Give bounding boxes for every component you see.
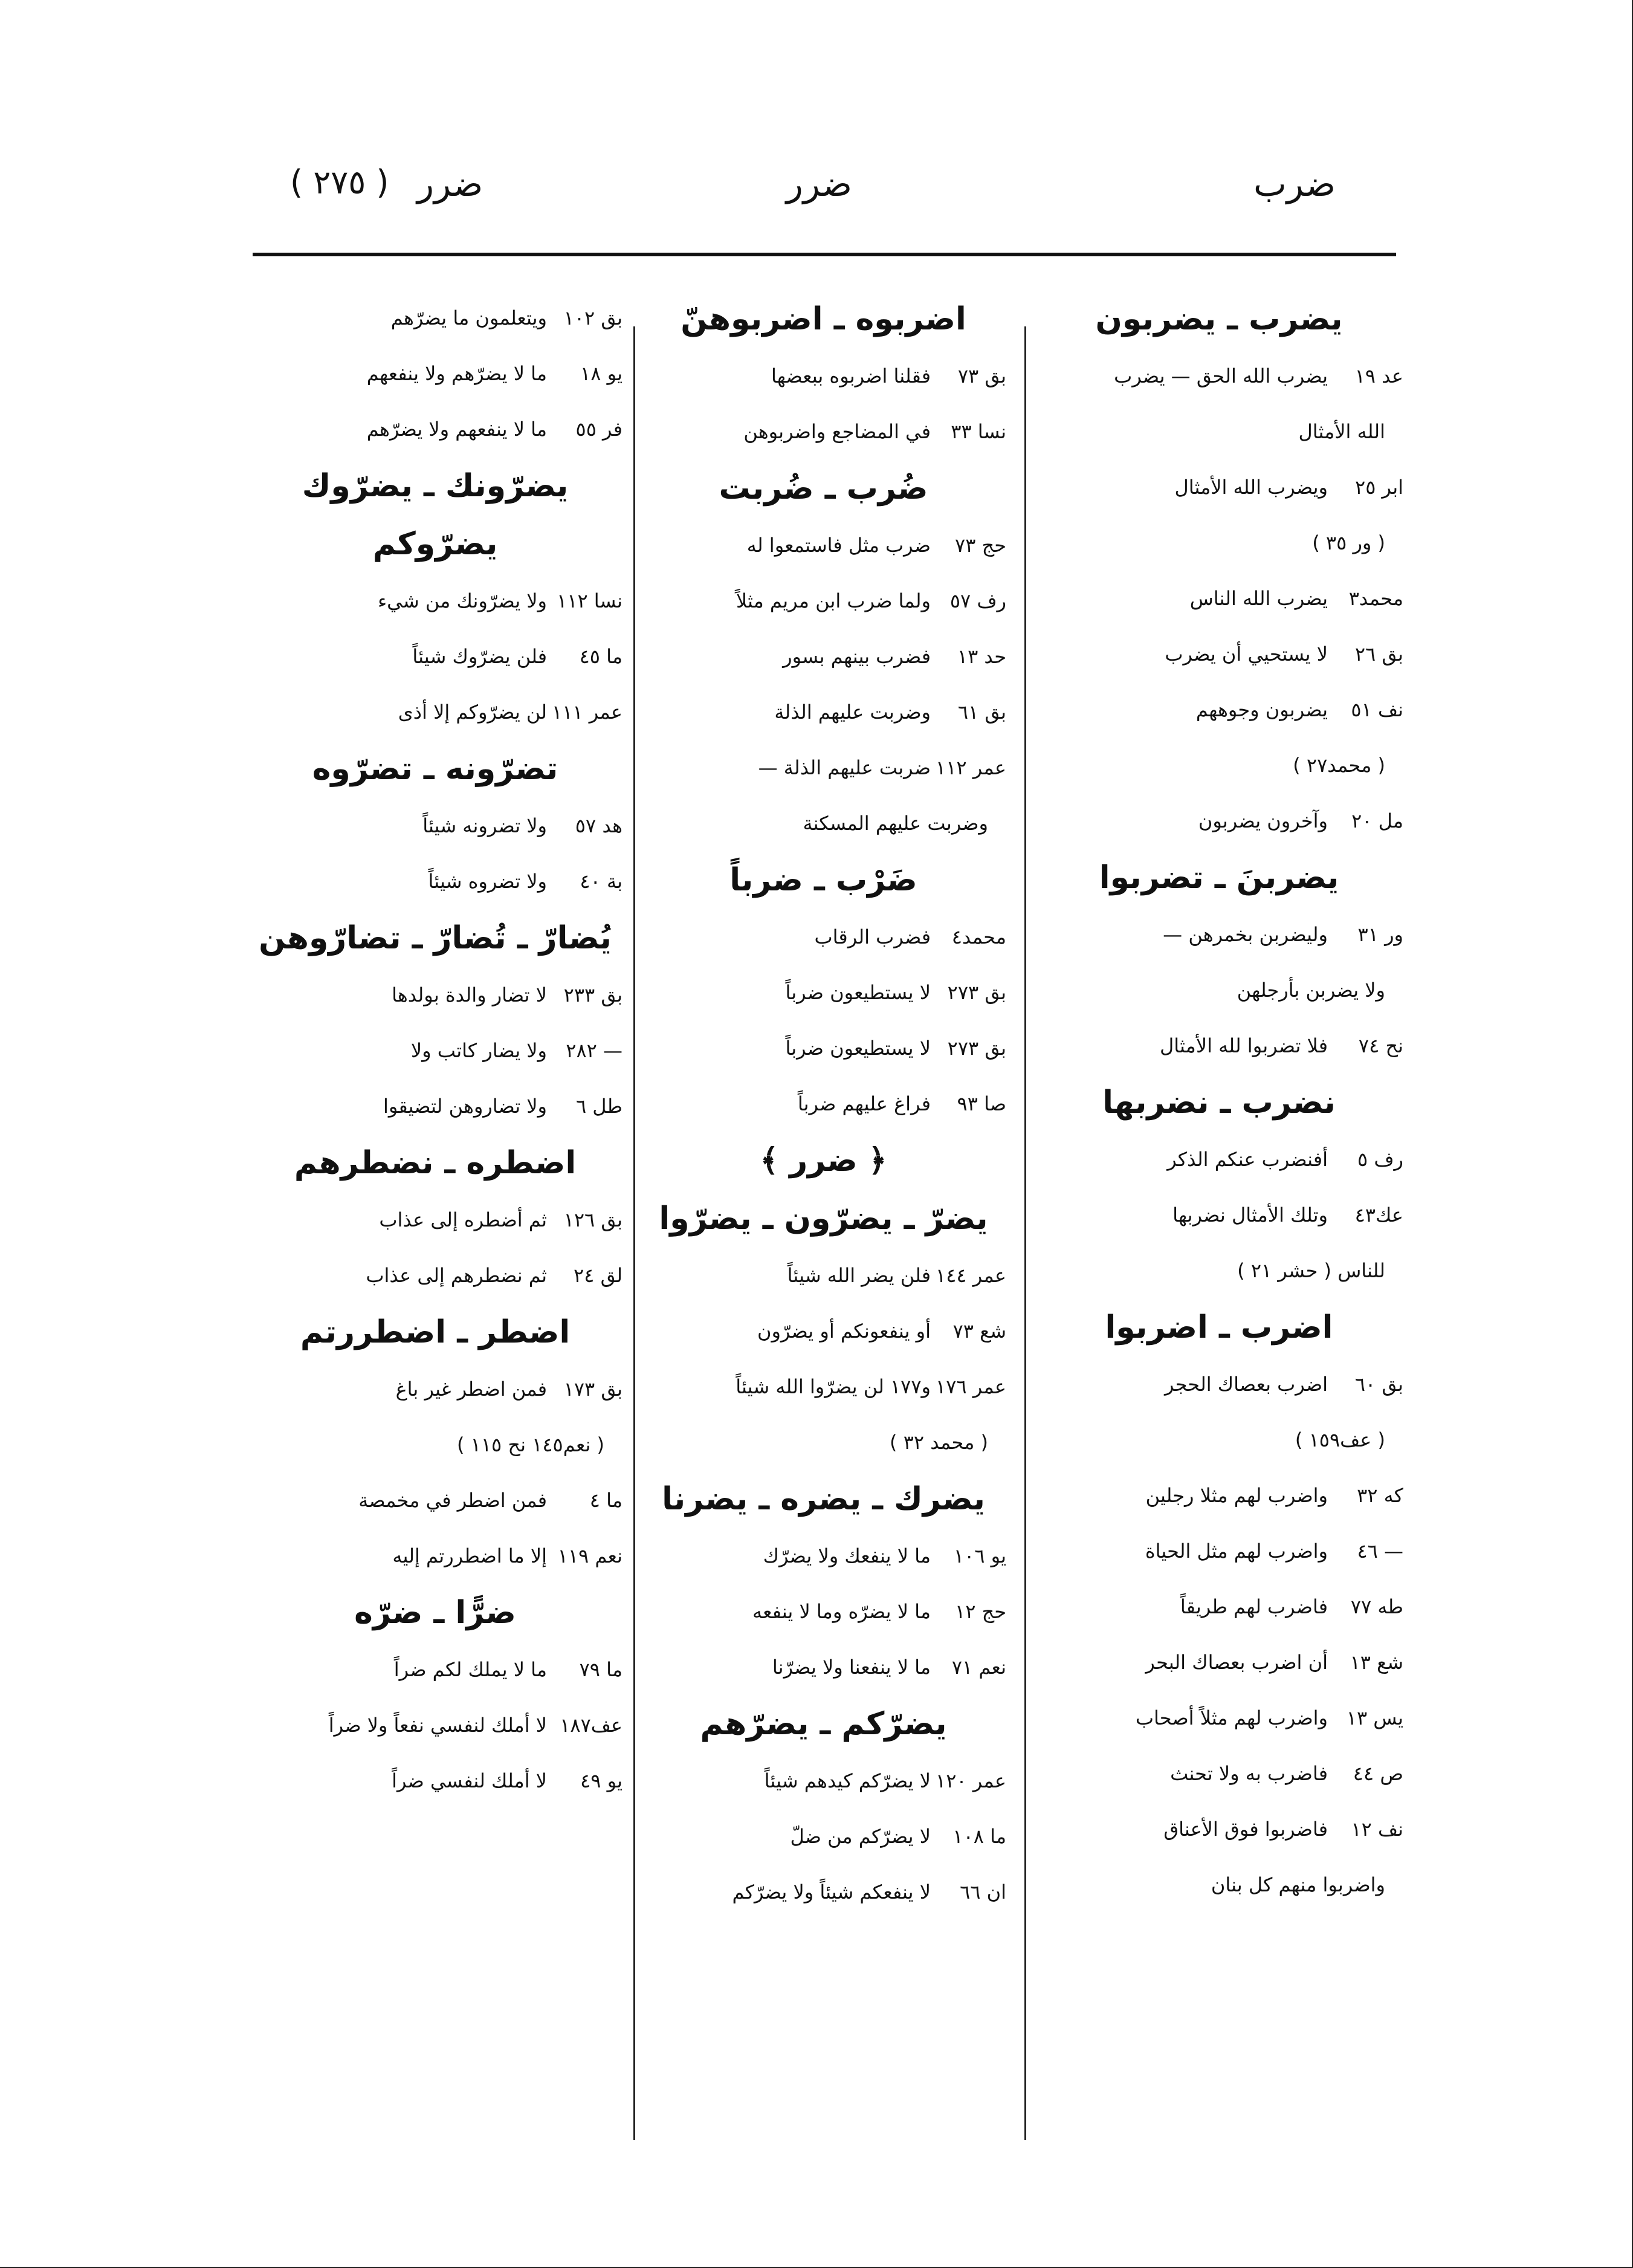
verse-entry [248, 1248, 622, 1303]
verse-entry [641, 684, 1006, 740]
verse-text: لا يضرّكم من ضلّ [790, 1825, 931, 1848]
verse-text: ما لا ينفعنا ولا يضرّنا [772, 1656, 931, 1679]
verse-text: ولا تضرونه شيئاً [422, 814, 547, 837]
verse-entry [1035, 1635, 1403, 1690]
verse-text: فلن يضرّوك شيئاً [412, 645, 547, 668]
header-rule [253, 253, 1396, 256]
verse-entry [248, 1192, 622, 1248]
verse-entry [1035, 682, 1403, 737]
verse-entry [248, 1361, 622, 1417]
entry-heading: ضَرْب ـ ضرباً [729, 862, 917, 898]
verse-text: لا ينفعكم شيئاً ولا يضرّكم [732, 1881, 931, 1904]
verse-entry [248, 346, 622, 401]
column-right [1035, 290, 1403, 1913]
entry-heading: اضرب ـ اضربوا [1105, 1309, 1333, 1346]
entry-continuation: ( محمد٢٧ ) [1293, 754, 1385, 777]
verse-text: ولا يضرّونك من شيء [378, 589, 547, 612]
entry-heading: ضرًّا ـ ضرّه [354, 1595, 516, 1631]
verse-text: فضرب الرقاب [814, 925, 931, 948]
verse-text: لا يستطيعون ضرباً [785, 1037, 931, 1060]
verse-entry [1035, 907, 1403, 962]
entry-continuation: ( عف١٥٩ ) [1295, 1428, 1385, 1451]
verse-reference: هد ٥٧ [575, 814, 622, 837]
entry-block [1035, 849, 1403, 1074]
verse-entry [641, 740, 1006, 795]
entry-heading: اضطره ـ نضطرهم [294, 1145, 577, 1181]
entry-block [641, 290, 1006, 459]
verse-reference: يو ١٠٦ [953, 1544, 1006, 1567]
verse-reference: بة ٤٠ [580, 870, 622, 893]
verse-text: إلا ما اضطررتم إليه [392, 1544, 547, 1567]
verse-reference: ان ٦٦ [960, 1881, 1006, 1904]
verse-text: فضرب بينهم بسور [783, 645, 931, 668]
verse-reference: نف ٥١ [1351, 698, 1403, 721]
verse-reference: ص ٤٤ [1353, 1762, 1403, 1785]
verse-text: ويضرب الله الأمثال [1174, 476, 1328, 499]
verse-entry [248, 1078, 622, 1134]
verse-reference: حج ١٢ [955, 1600, 1006, 1623]
verse-reference: شع ٧٣ [952, 1320, 1006, 1343]
verse-entry [641, 404, 1006, 459]
verse-text: فاضربوا فوق الأعناق [1163, 1818, 1328, 1841]
verse-reference: بق ٢٧٣ [947, 981, 1006, 1004]
entry-block [248, 290, 622, 457]
verse-text: و١٧٧ لن يضرّوا الله شيئاً [736, 1375, 931, 1398]
verse-entry [1035, 1132, 1403, 1187]
verse-reference: نعم ١١٩ [557, 1544, 622, 1567]
verse-text: فمن اضطر في مخمصة [358, 1489, 547, 1512]
entry-heading: تضرّونه ـ تضرّوه [312, 751, 558, 787]
verse-text: في المضاجع واضربوهن [743, 420, 931, 443]
verse-entry [641, 1303, 1006, 1359]
entry-block [248, 1134, 622, 1303]
header-left-word: ضرر [417, 163, 483, 204]
entry-heading: يضرّوكم [372, 526, 498, 562]
entry-continuation: الله الأمثال [1298, 420, 1385, 443]
entry-continuation: ( محمد ٣٢ ) [890, 1431, 988, 1454]
verse-entry [248, 1023, 622, 1078]
verse-reference: حد ١٣ [957, 645, 1006, 668]
verse-reference: صا ٩٣ [957, 1092, 1006, 1115]
verse-reference: بق ١٧٣ [563, 1378, 622, 1401]
entry-heading: يضرّونك ـ يضرّوك [302, 468, 569, 504]
entry-continuation: ولا يضربن بأرجلهن [1237, 979, 1385, 1002]
verse-entry [1035, 1523, 1403, 1579]
verse-entry [248, 684, 622, 740]
verse-entry [641, 1639, 1006, 1695]
verse-text: واضرب لهم مثلا رجلين [1145, 1484, 1328, 1507]
verse-entry [1035, 459, 1403, 515]
verse-reference: — ٢٨٢ [566, 1039, 622, 1062]
verse-reference: عمر ١٧٦ [936, 1375, 1006, 1398]
entry-block [1035, 1298, 1403, 1913]
entry-continuation: واضربوا منهم كل بنان [1211, 1873, 1385, 1896]
entry-block [1035, 1074, 1403, 1298]
verse-reference: عمر ١١١ [552, 701, 622, 724]
verse-entry [641, 1020, 1006, 1076]
verse-text: فلا تضربوا لله الأمثال [1160, 1034, 1328, 1057]
verse-reference: عمر ١٤٤ [936, 1264, 1006, 1287]
verse-reference: بق ٢٧٣ [947, 1037, 1006, 1060]
verse-reference: ابر ٢٥ [1355, 476, 1403, 499]
entry-block [1035, 290, 1403, 849]
verse-text: لا أملك لنفسي نفعاً ولا ضراً [328, 1714, 547, 1737]
verse-entry [641, 1584, 1006, 1639]
verse-reference: بق ٦٠ [1354, 1373, 1403, 1396]
entry-block [641, 1132, 1006, 1190]
header-right-word: ضرب [1253, 163, 1336, 204]
running-head [248, 163, 1402, 230]
verse-entry [1035, 1018, 1403, 1074]
verse-reference: ور ٣١ [1357, 923, 1403, 946]
entry-block [641, 851, 1006, 1132]
verse-reference: ما ٧٩ [579, 1658, 622, 1681]
verse-text: ويتعلمون ما يضرّهم [390, 306, 547, 329]
verse-text: فقلنا اضربوه ببعضها [771, 364, 931, 387]
verse-entry [641, 629, 1006, 684]
verse-reference: محمد٣ [1348, 587, 1403, 610]
entry-continuation: ( نعم١٤٥ نح ١١٥ ) [457, 1433, 604, 1456]
verse-entry [641, 517, 1006, 573]
verse-entry [248, 1697, 622, 1753]
verse-reference: نف ١٢ [1351, 1818, 1403, 1841]
verse-text: لا تضار والدة بولدها [392, 983, 547, 1006]
verse-text: ثم أضطره إلى عذاب [379, 1208, 547, 1231]
verse-entry [248, 967, 622, 1023]
verse-reference: محمد٤ [951, 925, 1006, 948]
verse-entry [248, 629, 622, 684]
column-middle [641, 290, 1006, 1920]
verse-text: فمن اضطر غير باغ [395, 1378, 547, 1401]
verse-text: ما لا يضرّهم ولا ينفعهم [366, 362, 547, 385]
verse-text: ما لا يضرّه وما لا ينفعه [752, 1600, 931, 1623]
entry-block [641, 1695, 1006, 1920]
verse-reference: بق ١٢٦ [563, 1208, 622, 1231]
verse-entry [248, 1473, 622, 1528]
entry-heading: يضرك ـ يضره ـ يضرنا [662, 1481, 985, 1517]
verse-entry [248, 290, 622, 346]
entry-block [248, 740, 622, 909]
verse-reference: عمر ١٢٠ [936, 1769, 1006, 1792]
verse-entry [641, 348, 1006, 404]
verse-entry [248, 798, 622, 854]
entry-heading: ﴿ ضرر ﴾ [760, 1142, 887, 1179]
verse-entry [1035, 348, 1403, 404]
verse-text: ما لا يملك لكم ضراً [393, 1658, 547, 1681]
verse-entry [641, 1248, 1006, 1303]
verse-reference: عف١٨٧ [560, 1714, 622, 1737]
entry-heading: نضرب ـ نضربها [1102, 1084, 1336, 1121]
verse-entry [248, 1528, 622, 1584]
verse-text: ما لا ينفعهم ولا يضرّهم [366, 418, 547, 441]
verse-entry [641, 1076, 1006, 1132]
verse-text: فلن يضر الله شيئاً [787, 1264, 931, 1287]
entry-block [641, 459, 1006, 851]
verse-entry [248, 573, 622, 629]
verse-text: وآخرون يضربون [1198, 809, 1328, 832]
entry-block [248, 515, 622, 740]
verse-entry [1035, 1801, 1403, 1857]
header-center-word: ضرر [786, 163, 852, 204]
verse-reference: طل ٦ [575, 1095, 622, 1118]
page-number: ( ٢٧٥ ) [290, 163, 389, 201]
verse-entry [1035, 793, 1403, 849]
verse-reference: نسا ٣٣ [951, 420, 1006, 443]
entry-heading: يُضارّ ـ تُضارّ ـ تضارّوهن [259, 920, 612, 956]
entry-heading: يضرب ـ يضربون [1095, 301, 1343, 337]
entry-block [248, 1584, 622, 1809]
entry-heading: يضرّ ـ يضرّون ـ يضرّوا [659, 1200, 988, 1237]
entry-block [248, 909, 622, 1134]
verse-text: لا يستطيعون ضرباً [785, 981, 931, 1004]
entry-continuation: ( ور ٣٥ ) [1312, 531, 1385, 554]
verse-text: واضرب لهم مثلاً أصحاب [1135, 1706, 1328, 1729]
verse-entry [641, 1359, 1006, 1414]
verse-entry [1035, 1690, 1403, 1746]
verse-entry [641, 573, 1006, 629]
verse-reference: عك٤٣ [1354, 1204, 1403, 1226]
verse-reference: رف ٥٧ [949, 589, 1006, 612]
verse-text: وتلك الأمثال نضربها [1172, 1204, 1328, 1226]
verse-reference: مل ٢٠ [1351, 809, 1403, 832]
verse-reference: بق ٢٣٣ [563, 983, 622, 1006]
entry-block [641, 1190, 1006, 1470]
verse-text: لن يضرّوكم إلا أذى [398, 701, 547, 724]
entry-block [248, 1303, 622, 1584]
verse-entry [641, 1528, 1006, 1584]
verse-text: وليضربن بخمرهن — [1163, 923, 1328, 946]
verse-reference: حج ٧٣ [955, 534, 1006, 557]
verse-text: ولا يضار كاتب ولا [410, 1039, 547, 1062]
verse-entry [1035, 1187, 1403, 1243]
verse-text: ما لا ينفعك ولا يضرّك [763, 1544, 931, 1567]
verse-reference: بق ٢٦ [1354, 643, 1403, 666]
entry-heading: يضربنَ ـ تضربوا [1099, 860, 1339, 896]
verse-reference: رف ٥ [1357, 1148, 1403, 1171]
verse-text: ضربت عليهم الذلة — [758, 756, 931, 779]
verse-reference: كه ٣٢ [1357, 1484, 1403, 1507]
verse-entry [641, 965, 1006, 1020]
verse-reference: بق ٦١ [957, 701, 1006, 724]
verse-reference: يو ٤٩ [580, 1769, 622, 1792]
verse-entry [1035, 626, 1403, 682]
verse-entry [1035, 1579, 1403, 1635]
verse-text: ثم نضطرهم إلى عذاب [366, 1264, 547, 1287]
verse-text: أو ينفعونكم أو يضرّون [757, 1320, 931, 1343]
verse-reference: يس ١٣ [1346, 1706, 1403, 1729]
verse-reference: ما ٤٥ [579, 645, 622, 668]
verse-text: ولا تضاروهن لتضيقوا [383, 1095, 547, 1118]
verse-reference: شع ١٣ [1350, 1651, 1403, 1674]
verse-entry [641, 1864, 1006, 1920]
verse-text: فراغ عليهم ضرباً [797, 1092, 931, 1115]
verse-text: وضربت عليهم الذلة [774, 701, 931, 724]
verse-text: اضرب بعصاك الحجر [1164, 1373, 1328, 1396]
entry-heading: يضرّكم ـ يضرّهم [700, 1706, 947, 1742]
entry-continuation: للناس ( حشر ٢١ ) [1237, 1259, 1385, 1282]
entry-heading: ضُرب ـ ضُربت [719, 470, 928, 507]
verse-text: ضرب مثل فاستمعوا له [746, 534, 931, 557]
column-divider [1024, 326, 1026, 2140]
verse-text: لا أملك لنفسي ضراً [392, 1769, 547, 1792]
entry-block [248, 457, 622, 515]
verse-text: لا يستحيي أن يضرب [1165, 643, 1328, 666]
verse-reference: عمر ١١٢ [936, 756, 1006, 779]
verse-text: يضرب الله الناس [1189, 587, 1328, 610]
verse-entry [248, 854, 622, 909]
entry-block [641, 1470, 1006, 1695]
column-left [248, 290, 622, 1809]
verse-entry [641, 1753, 1006, 1809]
verse-text: يضربون وجوههم [1195, 698, 1328, 721]
verse-text: فاضرب لهم طريقاً [1180, 1595, 1328, 1618]
verse-text: فاضرب به ولا تحنث [1170, 1762, 1328, 1785]
verse-reference: ما ٤ [589, 1489, 622, 1512]
verse-text: لا يضرّكم كيدهم شيئاً [764, 1769, 931, 1792]
verse-entry [248, 401, 622, 457]
verse-reference: طه ٧٧ [1350, 1595, 1403, 1618]
verse-reference: نح ٧٤ [1358, 1034, 1403, 1057]
verse-entry [1035, 1468, 1403, 1523]
entry-continuation: وضربت عليهم المسكنة [803, 812, 988, 835]
verse-text: واضرب لهم مثل الحياة [1145, 1540, 1328, 1563]
verse-reference: — ٤٦ [1357, 1540, 1403, 1563]
verse-reference: لق ٢٤ [574, 1264, 622, 1287]
verse-text: أفنضرب عنكم الذكر [1167, 1148, 1328, 1171]
verse-entry [248, 1753, 622, 1809]
verse-reference: بق ٧٣ [957, 364, 1006, 387]
verse-reference: بق ١٠٢ [563, 306, 622, 329]
verse-text: ولا تضروه شيئاً [428, 870, 547, 893]
entry-heading: اضطر ـ اضطررتم [300, 1314, 571, 1350]
verse-text: أن اضرب بعصاك البحر [1145, 1651, 1328, 1674]
verse-reference: نعم ٧١ [951, 1656, 1006, 1679]
verse-text: يضرب الله الحق — يضرب [1114, 364, 1328, 387]
verse-entry [641, 1809, 1006, 1864]
verse-entry [1035, 1746, 1403, 1801]
verse-reference: نسا ١١٢ [557, 589, 622, 612]
column-divider [633, 326, 635, 2140]
verse-entry [641, 909, 1006, 965]
verse-entry [1035, 1356, 1403, 1412]
verse-reference: ما ١٠٨ [952, 1825, 1006, 1848]
verse-entry [1035, 571, 1403, 626]
verse-entry [248, 1642, 622, 1697]
verse-reference: عد ١٩ [1354, 364, 1403, 387]
verse-reference: يو ١٨ [580, 362, 622, 385]
verse-text: ولما ضرب ابن مريم مثلاً [736, 589, 931, 612]
verse-reference: فر ٥٥ [575, 418, 622, 441]
entry-heading: اضربوه ـ اضربوهنّ [681, 301, 966, 337]
